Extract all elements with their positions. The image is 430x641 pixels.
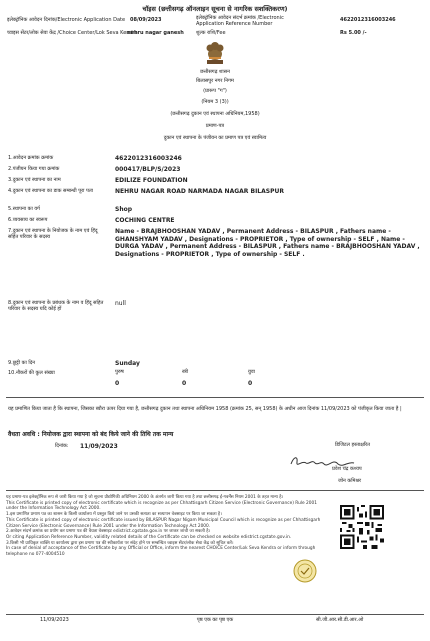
footer-page: पृष्ठ एक का पृष्ठ एक	[196, 617, 234, 623]
office-rule: (नियम 3 (3))	[201, 99, 229, 105]
employees-label: 10.नौकरों की कुल संख्या	[8, 370, 55, 376]
footer-date: 11/09/2023	[40, 617, 69, 623]
fee-label: शुल्क राशि/Fee	[196, 30, 226, 36]
footer-note: This Certificate is printed copy of electronic certificate issued by BILASPUR Nagar Nigam Municipal Council which is recognize as per Chhattisgarh Citizen Service (Electronic Governance) Rule 2001 under the Information Technology Act 2000.	[6, 517, 321, 529]
registration-statement: यह प्रमाणित किया जाता है कि स्थापना, जिसका ब्यौरा ऊपर दिया गया है, छत्तीसगढ़ दुकान तथा स्थापना अधिनियम 1958 (क्रमांक 25, सन् 1958) के अधीन आज दिनांक 11/09/2023 को पंजीकृत किया जाता है |	[8, 406, 402, 412]
app-ref-label: इलेक्ट्रॉनिक आवेदन संदर्भ क्रमांक /Electronic Application Reference Number	[196, 15, 284, 27]
footer-note: यह प्रमाण-पत्र इलेक्ट्रॉनिक रूप से जारी किया गया है जो सूचना प्रौद्योगिकी अधिनियम 2000 के अंतर्गत जारी किया गया है तथा छत्तीसगढ़ ई-गवर्नेंस नियम 2001 के तहत मान्य है।	[6, 495, 284, 500]
footer-note: 3.किसी भी प्राधिकृत व्यक्ति या कार्यालय द्वारा इस प्रमाण पत्र की स्वीकार्यता पर संदेह होने पर सम्बन्धित च्वाइस सेंटर/लोक सेवा केंद्र को सूचित करें।	[6, 540, 234, 546]
office-form: (प्रारूप "ग")	[203, 88, 227, 94]
app-date-label: इलेक्ट्रॉनिक आवेदन दिनांक/Electronic Application Date	[7, 17, 126, 23]
footer-note: 2.आवेदन संदर्भ क्रमांक का प्रयोग कर प्रमाण पत्र की वैधता वेबसाइट edistrict.cgstate.gov.in पर जाकर जांची जा सकती है।	[6, 529, 211, 535]
field-9-value: Sunday	[115, 360, 140, 367]
office-cert: प्रमाण-पत्र	[205, 123, 225, 129]
field-1-label: 1.आवेदन क्रमांक क्रमांक	[8, 155, 54, 161]
field-8-label: 8.दुकान एवं स्थापना के प्रबंधक के नाम व हिंदू सहित परिवार के सदस्य यदि कोई हों	[8, 300, 104, 312]
divider	[6, 397, 424, 398]
digital-sign-label: डिजिटल हस्ताक्षरित	[335, 442, 370, 448]
field-2-value: 000417/BLP/S/2023	[115, 166, 181, 173]
qr-code-icon	[340, 505, 384, 549]
field-8-value: null	[115, 300, 126, 307]
field-5-label: 5.स्थापना का वर्ग	[8, 206, 40, 212]
employees-header-male: पुरुष	[115, 369, 124, 375]
field-3-label: 3.दुकान एवं स्थापना का नाम	[8, 177, 61, 183]
header-title: चॉइस (छत्तीसगढ़ ऑनलाइन सूचना से नागरिक सशक्तिकरण)	[142, 5, 288, 13]
employees-header-youth: युवा	[248, 369, 255, 375]
center-label: च्वाइस सेंटर/लोक सेवा केंद्र /Choice Center/Lok Seva Kendra	[7, 30, 138, 36]
field-7-value: Name - BRAJBHOOSHAN YADAV , Permanent Address - BILASPUR , Fathers name - GHANSHYAM YADAV , Designations - PROPRIETOR , Type of ownership - SELF , Name - DURGA YADAV , Permanent Address - BILASPUR , Fathers name - BRAJBHOOSHAN YADAV , Designations - PROPRIETOR , Type of ownership - SELF .	[115, 228, 420, 258]
official-seal-icon	[292, 558, 318, 584]
field-2-label: 2.पंजीयन किया गया क्रमांक	[8, 166, 60, 172]
field-4-label: 4.दुकान एवं स्थापना का डाक सम्बन्धी पूरा पता	[8, 188, 93, 194]
field-4-value: NEHRU NAGAR ROAD NARMADA NAGAR BILASPUR	[115, 188, 284, 195]
footer-code: सी.जी.आर.सी.डी.आर.ओ	[316, 617, 364, 623]
validity-label: वैधता अवधि : नियोजक द्वारा स्थापना को बंद किये जाने की तिथि तक मान्य	[8, 431, 174, 438]
footer-note: Or citing Application Reference Number, validity related details of the Certificate can be checked on website edistrict.cgstate.gov.in.	[6, 534, 292, 540]
field-3-value: EDILIZE FOUNDATION	[115, 177, 188, 184]
office-govt: छत्तीसगढ़ शासन	[200, 69, 230, 75]
field-5-value: Shop	[115, 206, 133, 213]
fee-value: Rs 5.00 /-	[340, 30, 367, 36]
app-ref-value: 4622012316003246	[340, 17, 396, 23]
employees-female-count: 0	[182, 380, 187, 387]
validity-date-label: दिनांक:	[55, 443, 69, 449]
divider	[6, 614, 424, 615]
field-1-value: 4622012316003246	[115, 155, 182, 162]
employees-youth-count: 0	[248, 380, 253, 387]
center-value: nehru nagar ganesh	[127, 30, 184, 36]
divider	[6, 490, 424, 491]
footer-note: This Certificate is printed copy of electronic certificate which is recognize as per Chhattisgarh Citizen Service (Electronic Governance) Rule 2001 under the Information Technology Act 2000.	[6, 500, 317, 512]
footer-notes	[6, 495, 326, 558]
footer-note: 1.इस प्रमाणित प्रमाण पत्र का शासन के किसी कार्यालय में प्रस्तुत किये जाने पर उसकी सत्यता का सत्यापन वेबसाइट पर किया जा सकता है।	[6, 512, 222, 518]
state-emblem-icon	[204, 40, 226, 66]
field-7-label: 7.दुकान एवं स्थापना के नियोजक के नाम एवं हिंदू सहित परिवार के सदस्य	[8, 228, 98, 240]
footer-note: In case of denial of acceptance of the Certificate by any Official or Office, inform the nearest CHOiCE Center/Lok Seva Kendra or inform through telephone no 077-4004510	[6, 546, 316, 558]
field-9-label: 9.छुट्टी का दिन	[8, 360, 36, 366]
office-act: (छत्तीसगढ़ दुकान एवं स्थापना अधिनियम,1958)	[170, 111, 260, 117]
employees-header-female: स्त्री	[182, 369, 189, 375]
office-cert-desc: दुकान एवं स्थापना के पंजीयन का प्रमाण पत्र एवं स्वामित्व	[163, 135, 267, 141]
app-date-value: 08/09/2023	[130, 17, 162, 23]
field-6-label: 6.व्यवसाय का स्वरूप	[8, 217, 48, 223]
officer-designation: जोन कमिश्नर	[338, 478, 362, 484]
office-name: बिलासपुर नगर निगम	[196, 78, 234, 84]
field-6-value: COCHING CENTRE	[115, 217, 175, 224]
officer-name: प्रवेश चंद्र कश्यप	[332, 466, 362, 472]
validity-date-value: 11/09/2023	[80, 443, 118, 450]
employees-male-count: 0	[115, 380, 120, 387]
